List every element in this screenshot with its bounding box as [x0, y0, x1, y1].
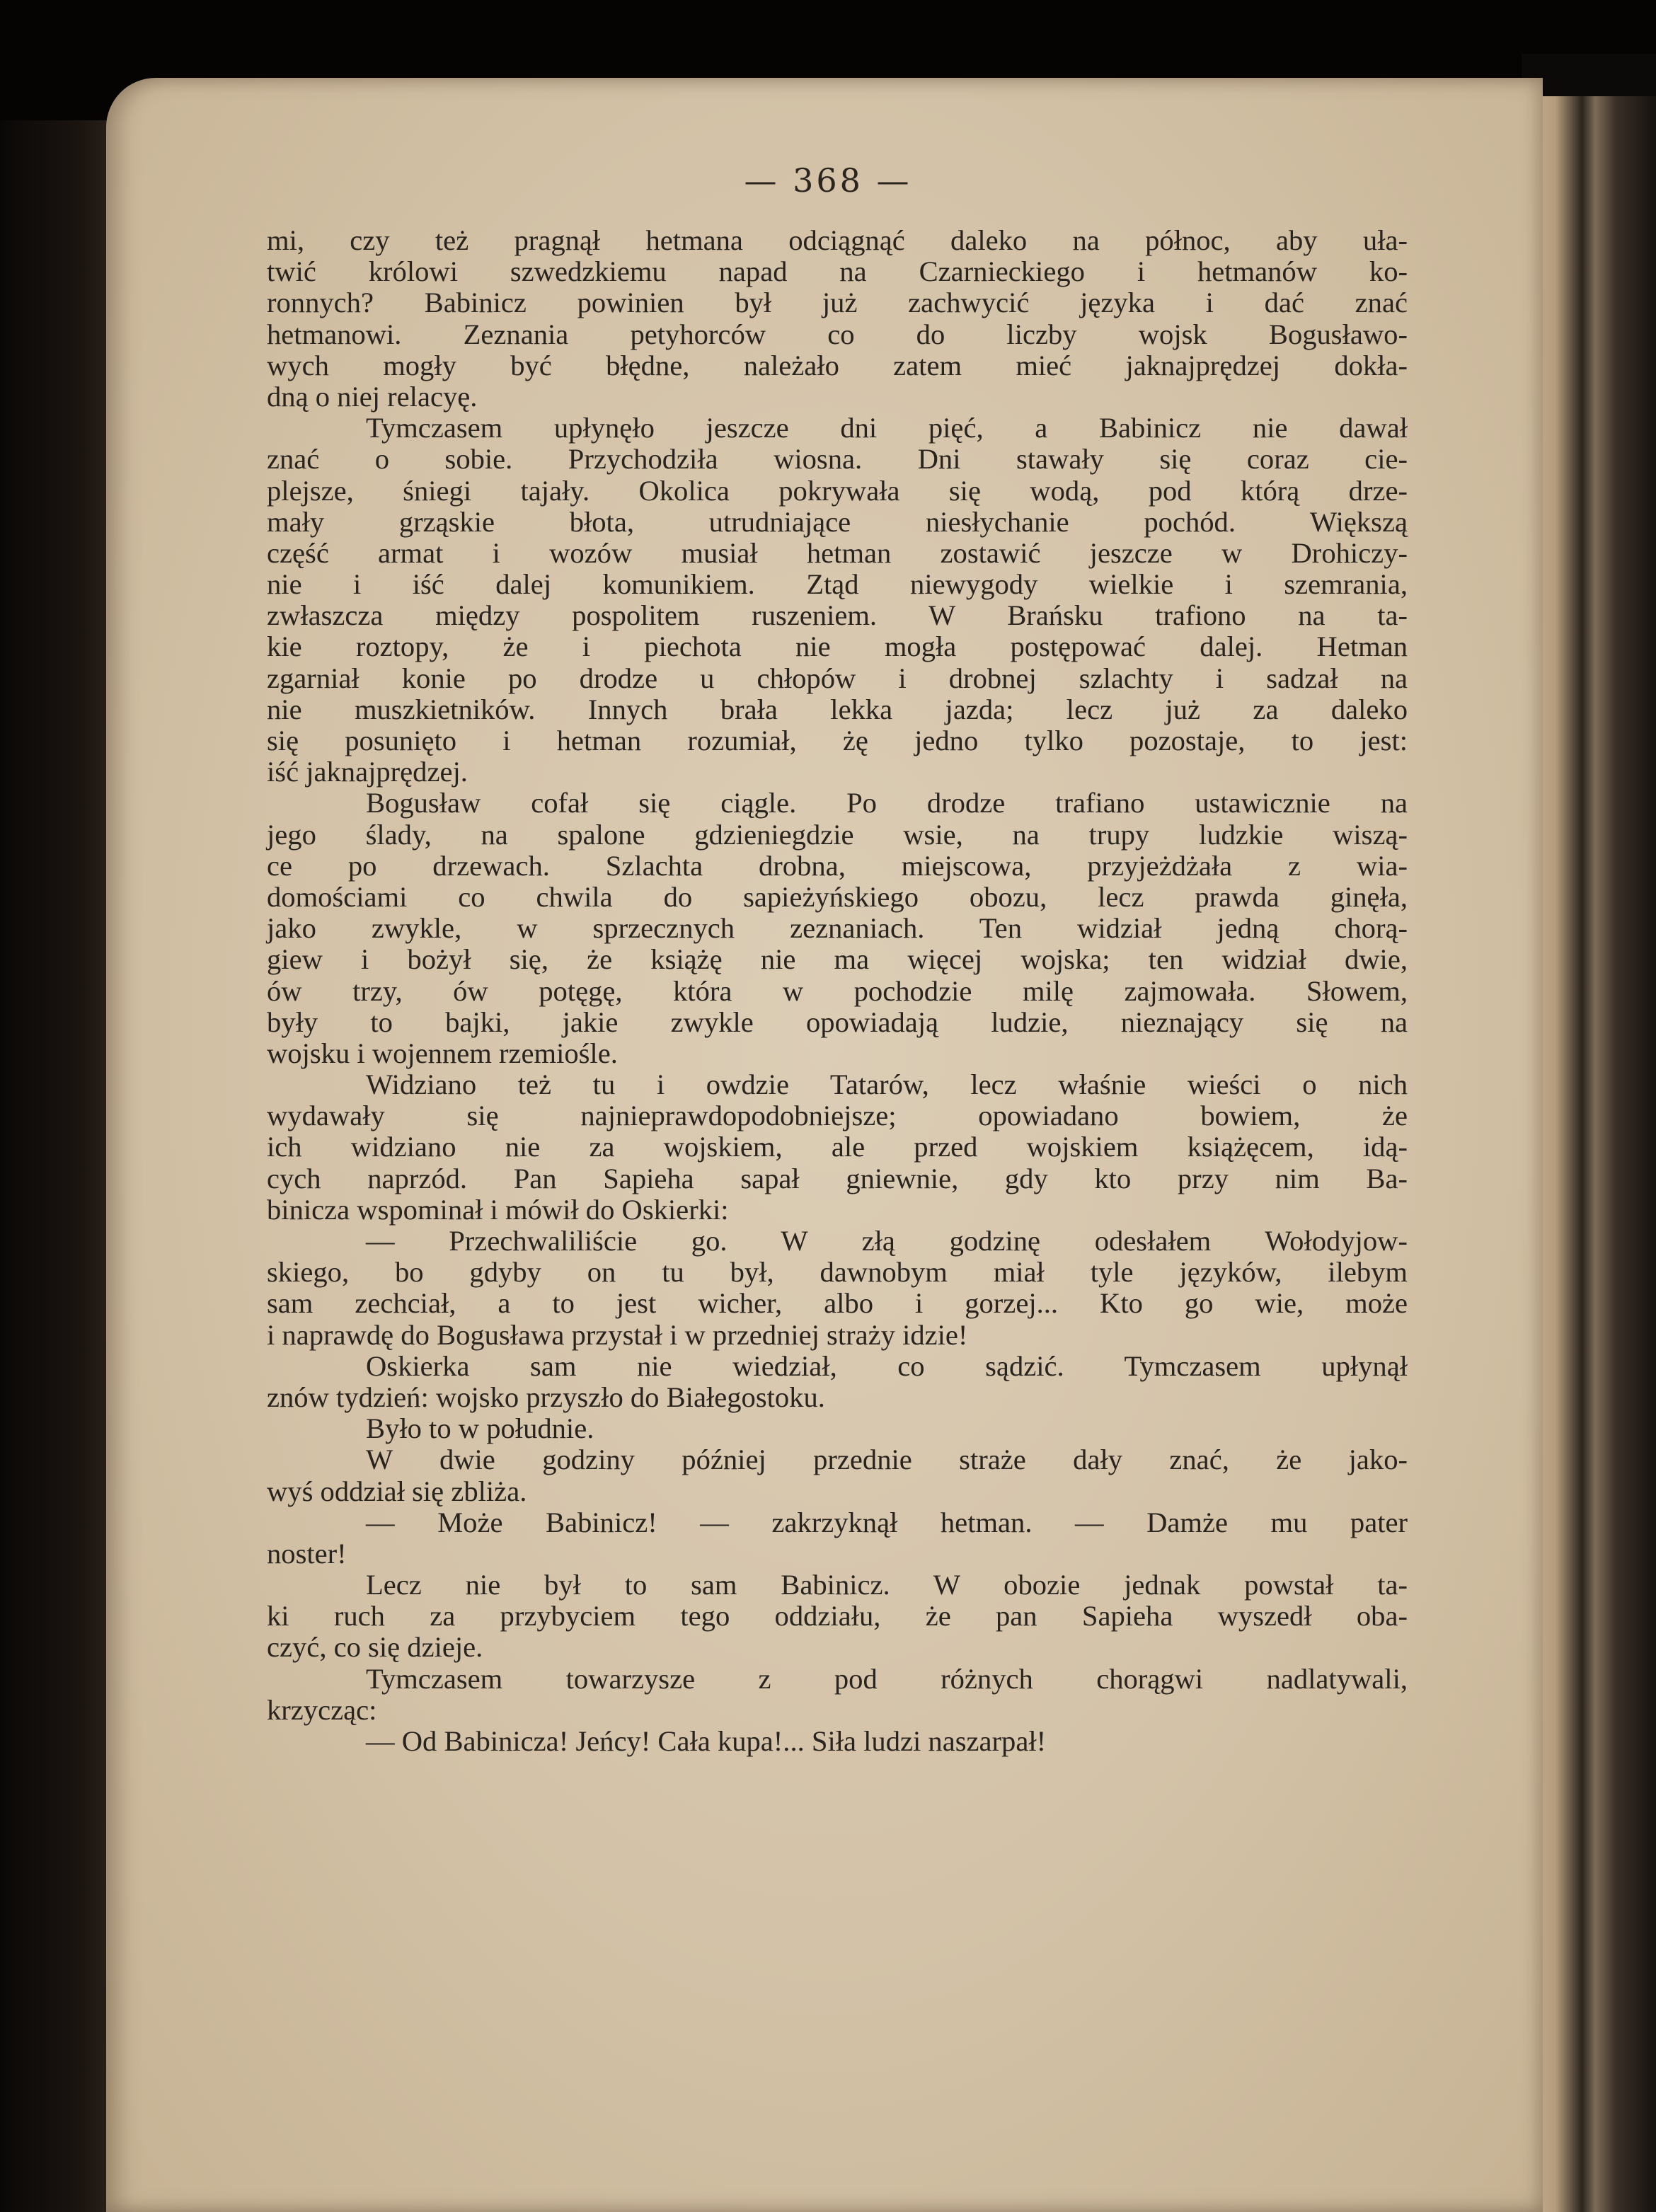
text-line: W dwie godziny później przednie straże dały znać, że jako-	[366, 1444, 1408, 1476]
text-line: nie i iść dalej komunikiem. Ztąd niewygody wielkie i szemrania,	[267, 568, 1408, 601]
text-line: wydawały się najnieprawdopodobniejsze; opowiadano bowiem, że	[267, 1100, 1408, 1132]
text-line: Widziano też tu i owdzie Tatarów, lecz właśnie wieści o nich	[366, 1068, 1408, 1101]
text-line: skiego, bo gdyby on tu był, dawnobym miał tyle języków, ilebym	[267, 1256, 1408, 1289]
text-line: binicza wspominał i mówił do Oskierki:	[267, 1193, 729, 1226]
book-cover-edge	[0, 120, 113, 2212]
text-line: zgarniał konie po drodze u chłopów i drobnej szlachty i sadzał na	[267, 662, 1408, 694]
text-line: jego ślady, na spalone gdzieniegdzie wsie, na trupy ludzkie wiszą-	[267, 818, 1408, 851]
text-line: ce po drzewach. Szlachta drobna, miejscowa, przyjeżdżała z wia-	[267, 849, 1408, 882]
text-line: wych mogły być błędne, należało zatem mieć jaknajprędzej dokła-	[267, 349, 1408, 381]
text-line: nie muszkietników. Innych brała lekka jazda; lecz już za daleko	[267, 693, 1408, 725]
text-line: się posunięto i hetman rozumiał, żę jedno tylko pozostaje, to jest:	[267, 725, 1408, 756]
text-line: krzycząc:	[267, 1693, 377, 1726]
text-line: Bogusław cofał się ciągle. Po drodze trafiano ustawicznie na	[366, 787, 1408, 819]
text-line: czyć, co się dzieje.	[267, 1631, 483, 1664]
text-line: Lecz nie był to sam Babinicz. W obozie jednak powstał ta-	[366, 1569, 1408, 1601]
text-line: kie roztopy, że i piechota nie mogła postępować dalej. Hetman	[267, 630, 1408, 663]
text-line: zwłaszcza między pospolitem ruszeniem. W Brańsku trafiono na ta-	[267, 599, 1408, 632]
text-line: mały grząskie błota, utrudniające niesłychanie pochód. Większą	[267, 505, 1408, 538]
text-line: Było to w południe.	[366, 1412, 594, 1445]
text-line: Oskierka sam nie wiedział, co sądzić. Tymczasem upłynął	[366, 1349, 1408, 1382]
text-line: plejsze, śniegi tajały. Okolica pokrywała się wodą, pod którą drze-	[267, 474, 1408, 507]
text-line: — Od Babinicza! Jeńcy! Cała kupa!... Siła ludzi naszarpał!	[366, 1725, 1047, 1757]
text-line: wojsku i wojennem rzemiośle.	[267, 1037, 618, 1069]
text-line: domościami co chwila do sapieżyńskiego obozu, lecz prawda ginęła,	[267, 880, 1408, 913]
text-line: twić królowi szwedzkiemu napad na Czarnieckiego i hetmanów ko-	[267, 255, 1408, 288]
text-line: hetmanowi. Zeznania petyhorców co do liczby wojsk Bogusławo-	[267, 318, 1408, 350]
text-line: iść jaknajprędzej.	[267, 756, 468, 788]
text-line: ów trzy, ów potęgę, która w pochodzie milę zajmowała. Słowem,	[267, 974, 1408, 1007]
text-line: cych naprzód. Pan Sapieha sapał gniewnie, gdy kto przy nim Ba-	[267, 1162, 1408, 1194]
text-line: sam zechciał, a to jest wicher, albo i gorzej... Kto go wie, może	[267, 1287, 1408, 1320]
text-line: i naprawdę do Bogusława przystał i w przedniej straży idzie!	[267, 1318, 968, 1351]
text-line: noster!	[267, 1537, 347, 1569]
text-line: wyś oddział się zbliża.	[267, 1475, 527, 1507]
body-text	[267, 225, 1408, 1757]
text-line: dną o niej relacyę.	[267, 380, 478, 413]
text-line: ki ruch za przybyciem tego oddziału, że pan Sapieha wyszedł oba-	[267, 1600, 1408, 1632]
text-line: były to bajki, jakie zwykle opowiadają ludzie, nieznający się na	[267, 1006, 1408, 1038]
page-number: — 368 —	[744, 161, 912, 200]
text-line: część armat i wozów musiał hetman zostawić jeszcze w Drohiczy-	[267, 536, 1408, 569]
text-line: znów tydzień: wojsko przyszło do Białegostoku.	[267, 1381, 825, 1413]
text-line: — Przechwaliliście go. W złą godzinę odesłałem Wołodyjow-	[366, 1225, 1408, 1257]
text-line: Tymczasem upłynęło jeszcze dni pięć, a Babinicz nie dawał	[366, 412, 1408, 444]
text-line: jako zwykle, w sprzecznych zeznaniach. Ten widział jedną chorą-	[267, 912, 1408, 945]
text-line: ich widziano nie za wojskiem, ale przed wojskiem książęcem, idą-	[267, 1131, 1408, 1163]
text-line: giew i bożył się, że książę nie ma więcej wojska; ten widział dwie,	[267, 943, 1408, 976]
text-line: znać o sobie. Przychodziła wiosna. Dni stawały się coraz cie-	[267, 443, 1408, 476]
text-line: ronnych? Babinicz powinien był już zachwycić języka i dać znać	[267, 287, 1408, 319]
text-line: mi, czy też pragnął hetmana odciągnąć daleko na północ, aby uła-	[267, 224, 1408, 256]
text-line: — Może Babinicz! — zakrzyknął hetman. — Damże mu pater	[366, 1506, 1408, 1538]
text-line: Tymczasem towarzysze z pod różnych chorągwi nadlatywali,	[366, 1662, 1408, 1695]
